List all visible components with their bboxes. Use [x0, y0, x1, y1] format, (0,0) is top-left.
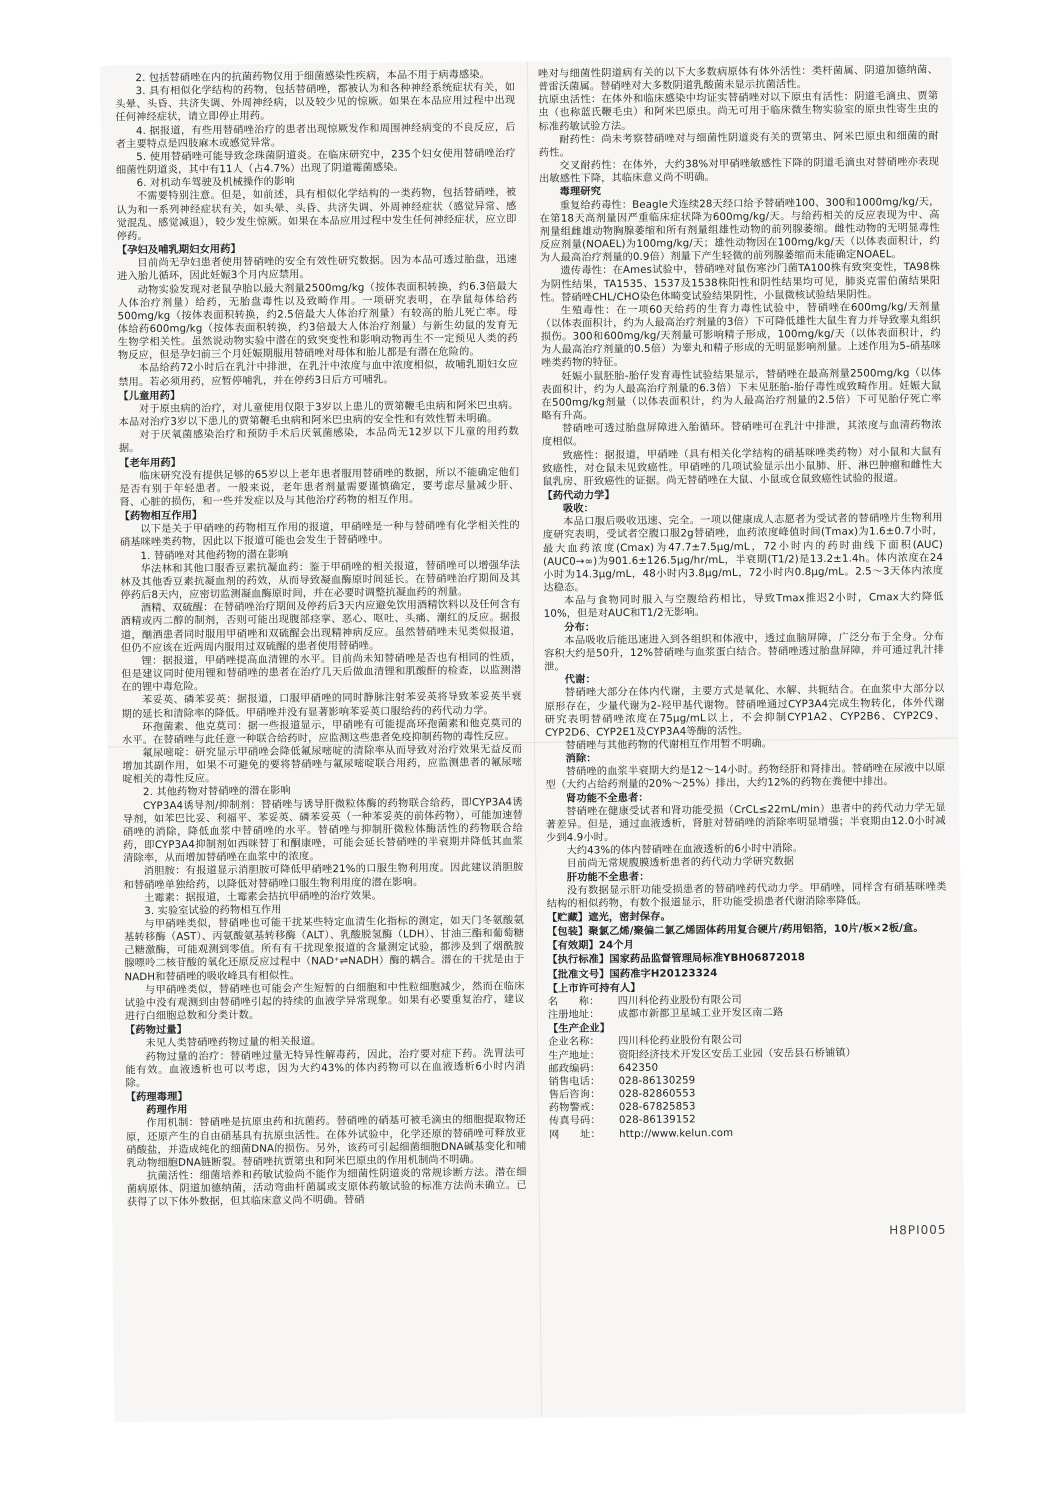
paragraph: 交叉耐药性：在体外，大约38%对甲硝唑敏感性下降的阴道毛滴虫对替硝唑亦表现出敏感性下降，其临床意义尚不明确。 — [539, 156, 940, 186]
section-heading: 【孕妇及哺乳期妇女用药】 — [116, 244, 241, 257]
paragraph: 动物实验发现对老鼠孕胎以最大剂量2500mg/kg（按体表面积转换，约6.3倍最大人体治疗剂量）给药，无胎盘毒性以及致畸作用。一项研究表明，在孕鼠每体给药500mg/kg（按体表面积转换，约2.5倍最大人体治疗剂量）有较高的胎儿死亡率。母体给药600mg/kg（按体表面积转换，约3倍最大人体治疗剂量）与新生幼鼠的发育无生物学相关性。虽然说动物实验中潜在的致突变性和影响动物再生不一定预见人类的药物反应，但是孕妇前三个月妊娠期服用替硝唑对母体和胎儿都是有潜在危险的。 — [117, 280, 518, 362]
paragraph: 重复给药毒性：Beagle犬连续28天经口给予替硝唑100、300和1000mg/kg/天，在第18天高剂量因严重临床症状降为600mg/kg/天。与给药相关的反应表现为中、高剂量组雌雄动物胸腺萎缩和所有剂量组雄性动物的前列腺萎缩。雌性动物的无明显毒性反应剂量(NOAEL)为100mg/kg/天；雄性动物因在100mg/kg/天（以体表面积计，约为人最高治疗剂量的0.9倍）剂量下产生轻微的前列腺萎缩而未能确定NOAEL。 — [539, 196, 940, 265]
section-heading: 【有效期】24个月 — [547, 940, 635, 953]
info-label: 名 称： — [547, 996, 600, 1008]
info-value: 028-67825853 — [618, 1101, 696, 1114]
info-value: 642350 — [618, 1062, 659, 1074]
section-heading: 【药理毒理】 — [125, 1091, 188, 1104]
document-code: H8PI005 — [889, 1222, 947, 1238]
section-heading: 【包装】聚氯乙烯/聚偏二氯乙烯固体药用复合硬片/药用铝箔，10片/板×2板/盒。 — [546, 923, 924, 939]
info-value: 028-86130259 — [618, 1075, 696, 1087]
paragraph: 替硝唑可透过胎盘屏障进入胎循环。替硝唑可在乳汁中排泄，其浓度与血清药物浓度相似。 — [541, 419, 942, 449]
info-value: 资阳经济技术开发区安岳工业园（安岳县石桥铺镇） — [618, 1047, 857, 1061]
paragraph: 环孢菌素、他克莫司：据一些报道显示，甲硝唑有可能提高环孢菌素和他克莫司的水平。在替硝唑与此任意一种联合给药时，应监测这些患者免疫抑制药物的毒性反应。 — [121, 717, 522, 747]
paragraph: 没有数据显示肝功能受损患者的替硝唑药代动力学。甲硝唑，同样含有硝基咪唑类结构的相似药物，有数个报道显示，肝功能受损患者代谢消除率降低。 — [546, 881, 947, 910]
producer-heading: 【生产企业】 — [547, 1023, 611, 1036]
paragraph: 2. 包括替硝唑在内的抗菌药物仅用于细菌感染性疾病，本品不用于病毒感染。 — [135, 69, 491, 85]
section-heading: 【老年用药】 — [119, 457, 182, 469]
paragraph: 氟尿嘧啶：研究显示甲硝唑会降低氟尿嘧啶的清除率从而导致对治疗效果无益反而增加其副作用，如果不可避免的要将替硝唑与氟尿嘧啶联合用药，应监测患者的氟尿嘧啶相关的毒性反应。 — [122, 744, 523, 786]
paragraph: 替硝唑大部分在体内代谢，主要方式是氧化、水解、共轭结合。在血浆中大部分以原形存在，少量代谢为2-羟甲基代谢物。替硝唑通过CYP3A4完成生物转化，体外代谢研究表明替硝唑浓度在75μg/mL以上，不会抑制CYP1A2、CYP2B6、CYP2C9、CYP2D6、CYP2E1及CYP3A4等酶的活性。 — [544, 684, 945, 739]
paragraph: 未见人类替硝唑药物过量的相关报道。 — [145, 1036, 322, 1050]
paragraph: 与甲硝唑类似，替硝唑也可能会产生短暂的白细胞和中性粒细胞减少，然而在临床试验中没有观测到由替硝唑引起的持续的血液学异常现象。如果有必要重复治疗，建议进行白细胞总数和分类计数。 — [124, 980, 525, 1023]
info-label: 售后咨询： — [548, 1089, 601, 1101]
paragraph: 生殖毒性：在一项60天给药的生育力毒性试验中，替硝唑在600mg/kg/天剂量（以体表面积计，约为人最高治疗剂量的3倍）下可降低雄性大鼠生育力并导致睾丸组织损伤。300和600mg/kg/天剂量可影响精子形成，100mg/kg/天（以体表面积计，约为人最高治疗剂量的0.5倍）为睾丸和精子形成的无明显影响剂量。上述作用为5-硝基咪唑类药物的特征。 — [540, 301, 941, 370]
paragraph: 土霉素：据报道，土霉素会拮抗甲硝唑的治疗效果。 — [143, 890, 382, 904]
info-value: 四川科伦药业股份有限公司 — [617, 994, 742, 1008]
paragraph: 华法林和其他口服香豆素抗凝血药：鉴于甲硝唑的相关报道，替硝唑可以增强华法林及其他香豆素抗凝血剂的药效，从而导致凝血酶原时间延长。在替硝唑治疗期间及其停药后8天内，应密切监测凝血酶原时间，并在必要时调整抗凝血药的剂量。 — [120, 559, 521, 602]
paragraph: 抗原虫活性：在体外和临床感染中均证实替硝唑对以下原虫有活性：阴道毛滴虫、贾第虫（也称蓝氏鞭毛虫）和阿米巴原虫。尚无可用于临床微生物实验室的原虫性寄生虫的标准药敏试验方法。 — [538, 91, 939, 133]
info-value: 四川科伦药业股份有限公司 — [618, 1035, 743, 1048]
paragraph: 遗传毒性：在Ames试验中，替硝唑对鼠伤寒沙门菌TA100株有致突变性，TA98株为阴性结果，TA1535、1537及1538株阳性和阴性结果均可见，肺炎克雷伯菌结果阳性。替硝唑CHL/CHO染色体畸变试验结果阴性，小鼠微核试验结果阴性。 — [540, 262, 941, 304]
paragraph: 替硝唑的血浆半衰期大约是12～14小时。药物经肝和肾排出。替硝唑在尿液中以原型（大约占给药剂量的20%～25%）排出，大约12%的药物在粪便中排出。 — [545, 762, 946, 792]
info-label: 药物警戒： — [548, 1102, 601, 1115]
subsection-heading: 代谢： — [564, 674, 596, 686]
info-label: 传真号码： — [548, 1115, 601, 1128]
paragraph: 临床研究没有提供足够的65岁以上老年患者服用替硝唑的数据，所以不能确定他们是否有别于年轻患者。一般来说，老年患者剂量需要谨慎确定，要考虑尽量减少肝、肾、心脏的损伤，和一些并发症以及与其他治疗药物的相互作用。 — [119, 466, 520, 509]
paragraph: 致癌性：据报道，甲硝唑（具有相关化学结构的硝基咪唑类药物）对小鼠和大鼠有致癌性，对仓鼠未见致癌性。甲硝唑的几项试验显示出小鼠肺、肝、淋巴肿瘤和雌性大鼠乳房、肝致癌性的证据。尚无替硝唑在大鼠、小鼠或仓鼠致癌性试验的报道。 — [542, 446, 943, 488]
info-value: http://www.kelun.com — [619, 1127, 734, 1140]
section-heading: 【上市许可持有人】 — [547, 982, 641, 995]
subsection-heading: 消除： — [565, 753, 597, 765]
paragraph: 苯妥英、磷苯妥英：据报道，口服甲硝唑的同时静脉注射苯妥英将导致苯妥英半衰期的延长和清除率的降低。甲硝唑并没有显著影响苯妥英口服给药的药代动力学。 — [121, 691, 522, 720]
section-heading: 【贮藏】遮光，密封保存。 — [546, 911, 671, 924]
paragraph: 药物过量的治疗：替硝唑过量无特异性解毒药，因此，治疗要对症下药。洗胃法可能有效。血液透析也可以考虑，因为大约43%的体内药物可以在血液透析6小时内消除。 — [125, 1047, 526, 1090]
producer-info — [548, 1032, 949, 1141]
paragraph: 本品与食物同时服入与空腹给药相比，导致Tmax推迟2小时，Cmax大约降低10%，但是对AUC和T1/2无影响。 — [543, 591, 944, 621]
paragraph: 大约43%的体内替硝唑在血液透析的6小时中消除。 — [566, 843, 804, 857]
paragraph: 对于厌氧菌感染治疗和预防手术后厌氧菌感染，本品尚无12岁以下儿童的用药数据。 — [118, 426, 519, 455]
info-value: 成都市新都卫星城工业开发区南二路 — [617, 1007, 784, 1021]
paragraph: 2. 其他药物对替硝唑的潜在影响 — [142, 785, 291, 799]
info-label: 销售电话： — [548, 1076, 601, 1088]
paragraph: 唑对与细菌性阴道病有关的以下大多数病原体有体外活性：类杆菌属、阴道加德纳菌、普雷沃菌属。替硝唑对大多数阴道乳酸菌未显示抗菌活性。 — [537, 64, 939, 94]
paragraph: 作用机制：替硝唑是抗原虫药和抗菌药。替硝唑的硝基可被毛滴虫的细胞提取物还原，还原产生的自由硝基具有抗原虫活性。在体外试验中，化学还原的替硝唑可释放亚硝酸盐，并造成纯化的细菌DNA的损伤。另外，该药可引起细菌细胞DNA碱基变化和哺乳动物细胞DNA链断裂。替硝唑抗贾第虫和阿米巴原虫的作用机制尚不明确。 — [126, 1114, 527, 1170]
info-label: 注册地址： — [547, 1009, 600, 1021]
info-label: 企业名称： — [548, 1036, 600, 1049]
paragraph: 妊娠小鼠胚胎-胎仔发育毒性试验结果显示，替硝唑在最高剂量2500mg/kg（以体表面积计，约为人最高治疗剂量的6.3倍）下未见胚胎-胎仔毒性或致畸作用。妊娠大鼠在500mg/kg剂量（以体表面积计，约为人最高治疗剂量的2.5倍）下可见胎仔死亡率略有升高。 — [541, 367, 942, 422]
paragraph: 3. 实验室试验的药物相互作用 — [144, 904, 282, 917]
paragraph: 3. 具有相似化学结构的药物，包括替硝唑，都被认为和各种神经系统症状有关，如头晕、头昏、共济失调、外周神经病，以及较少见的惊厥。如果在本品应用过程中出现任何神经症状，请立即停止用药。 — [115, 82, 516, 124]
paragraph: 消胆胺：有报道显示消胆胺可降低甲硝唑21%的口服生物利用度。因此建议消胆胺和替硝唑单独给药，以降低对替硝唑口服生物利用度的潜在影响。 — [123, 862, 524, 891]
left-text-column — [115, 68, 529, 1412]
paragraph: 6. 对机动车驾驶及机械操作的影响 — [136, 176, 295, 190]
paragraph: 本品口服后吸收迅速、完全。一项以健康成人志愿者为受试者的替硝唑片生物利用度研究表明，受试者空腹口服2g替硝唑，血药浓度峰值时间(Tmax)为1.6±0.7小时，最大血药浓度(Cmax)为47.7±7.5μg/mL，72小时内的药时曲线下面积(AUC)(AUC0→∞)为901.6±126.5μg/hr/mL，半衰期(T1/2)是13.2±1.4h。体内浓度在24小时为14.3μg/mL，48小时内3.8μg/mL，72小时内0.8μg/mL。2.5～3天体内浓度达稳态。 — [542, 513, 944, 594]
info-label: 生产地址： — [548, 1049, 601, 1062]
paragraph: 1. 替硝唑对其他药物的潜在影响 — [140, 549, 289, 562]
paragraph: 替硝唑与其他药物的代谢相互作用暂不明确。 — [565, 738, 773, 752]
subsection-heading: 分布： — [564, 621, 596, 634]
paragraph: 本品给药72小时后在乳汁中排泄，在乳汁中浓度与血中浓度相似，故哺乳期妇女应禁用。若必须用药，应暂停哺乳，并在停药3日后方可哺乳。 — [118, 359, 519, 388]
paragraph: CYP3A4诱导剂/抑制剂：替硝唑与诱导肝微粒体酶的药物联合给药，即CYP3A4诱导剂，如苯巴比妥、利福平、苯妥英、磷苯妥英（一种苯妥英的前体药物），可能加速替硝唑的消除，降低血浆中替硝唑的水平。替硝唑与抑制肝微粒体酶活性的药物联合给药，即CYP3A4抑制剂如西咪替丁和酮康唑，可能会延长替硝唑的半衰期并降低其血浆清除率，从而增加替硝唑在血浆中的浓度。 — [122, 796, 524, 865]
subsection-heading: 肾功能不全患者： — [565, 792, 649, 805]
paragraph: 不需要特别注意。但是，如前述，具有相似化学结构的一类药物，包括替硝唑，被认为和一系列神经症状有关，如头晕、头昏、共济失调、外周神经症状（感觉异常、感觉混乱、感觉减退），较少发生惊厥。如果在本品应用过程中发生任何神经症状，应立即停药。 — [116, 187, 517, 243]
subsection-heading: 肝功能不全患者： — [566, 871, 650, 884]
section-heading: 【儿童用药】 — [118, 390, 181, 403]
info-label: 网 址： — [549, 1128, 601, 1141]
paragraph: 与甲硝唑类似，替硝唑也可能干扰某些特定血清生化指标的测定，如天门冬氨酸氨基转移酶（AST）、丙氨酸氨基转移酶（ALT）、乳酸脱氢酶（LDH）、甘油三酯和葡萄糖己糖激酶，可能观测到零值。所有有干扰现象报道的含量测定试验，都涉及到了烟酰胺腺嘌呤二核苷酸的氧化还原反应过程中（NAD⁺⇌NADH）酶的耦合。潜在的干扰是由于NADH和替硝唑的吸收峰具有相似性。 — [123, 915, 525, 983]
paragraph: 锂：据报道，甲硝唑提高血清锂的水平。目前尚未知替硝唑是否也有相同的性质，但是建议同时使用锂和替硝唑的患者在治疗几天后做血清锂和肌酸酐的检查，以监测潜在的锂中毒危险。 — [121, 651, 522, 694]
info-row — [549, 1124, 949, 1141]
paragraph: 5. 使用替硝唑可能导致念珠菌阴道炎。在临床研究中，235个妇女使用替硝唑治疗细菌性阴道炎，其中有11人（占4.7%）出现了阴道霉菌感染。 — [115, 148, 516, 177]
section-heading: 【批准文号】国药准字H20123324 — [547, 967, 718, 981]
subsection-heading: 毒理研究 — [559, 186, 602, 199]
section-heading: 【执行标准】国家药品监督管理局标准YBH06872018 — [547, 952, 806, 967]
info-value: 028-82860553 — [618, 1088, 696, 1101]
paragraph: 目前尚无孕妇患者使用替硝唑的安全有效性研究数据。因为本品可透过胎盘，迅速进入胎儿循环，因此妊娠3个月内应禁用。 — [117, 254, 518, 283]
info-value: 028-86139152 — [618, 1114, 696, 1127]
paragraph: 抗菌活性：细菌培养和药敏试验尚不能作为细菌性阴道炎的常规诊断方法。潜在细菌病原体、阴道加德纳菌，活动弯曲杆菌属或支原体药敏试验的标准方法尚未确立。已获得了以下体外数据，但其临床意义尚不明确。替硝 — [126, 1167, 527, 1209]
paragraph: 替硝唑在健康受试者和肾功能受损（CrCL≤22mL/min）患者中的药代动力学无显著差异。但是，通过血液透析，肾脏对替硝唑的消除率明显增强；半衰期由12.0小时减少到4.9小时。 — [545, 802, 946, 844]
right-text-column — [538, 64, 951, 1298]
package-insert-sheet — [101, 58, 965, 1422]
paragraph: 酒精、双硫醒：在替硝唑治疗期间及停药后3天内应避免饮用酒精饮料以及任何含有酒精或丙二醇的制剂，否则可能出现腹部痉挛、恶心、呕吐、头痛、潮红的反应。据报道，酗酒患者同时服用甲硝唑和双硫醒会出现精神病反应。虽然替硝唑未见类似报道，但仍不应该在近两周内服用过双硫醒的患者使用替硝唑。 — [120, 599, 521, 655]
section-heading: 【药代动力学】 — [542, 490, 615, 502]
section-heading: 【药物相互作用】 — [119, 510, 203, 523]
section-heading: 【药物过量】 — [124, 1024, 188, 1037]
paragraph: 耐药性：尚未考察替硝唑对与细菌性阴道炎有关的贾第虫、阿米巴原虫和细菌的耐药性。 — [538, 130, 939, 159]
paragraph: 4. 据报道，有些用替硝唑治疗的患者出现惊厥发作和周围神经病变的不良反应，后者主要特点是四肢麻木或感觉异常。 — [115, 121, 516, 151]
subsection-heading: 吸收： — [562, 503, 595, 515]
paragraph: 以下是关于甲硝唑的药物相互作用的报道，甲硝唑是一种与替硝唑有化学相关性的硝基咪唑类药物，因此以下报道可能也会发生于替硝唑中。 — [119, 520, 520, 549]
paragraph: 本品吸收后能迅速进入到各组织和体液中，透过血脑屏障，广泛分布于全身。分布容积大约是50升，12%替硝唑与血浆蛋白结合。替硝唑透过胎盘屏障，并可通过乳汁排泄。 — [544, 631, 945, 673]
info-label: 邮政编码： — [548, 1063, 601, 1075]
paragraph: 目前尚无常规腹膜透析患者的药代动力学研究数据 — [566, 856, 795, 871]
subsection-heading: 药理作用 — [146, 1104, 188, 1117]
paragraph: 对于原虫病的治疗，对儿童使用仅限于3岁以上患儿的贾第鞭毛虫病和阿米巴虫病。本品对治疗3岁以下患儿的贾第鞭毛虫病和阿米巴虫病的安全性和有效性暂未明确。 — [118, 400, 519, 429]
license-holder-info — [548, 992, 948, 1022]
